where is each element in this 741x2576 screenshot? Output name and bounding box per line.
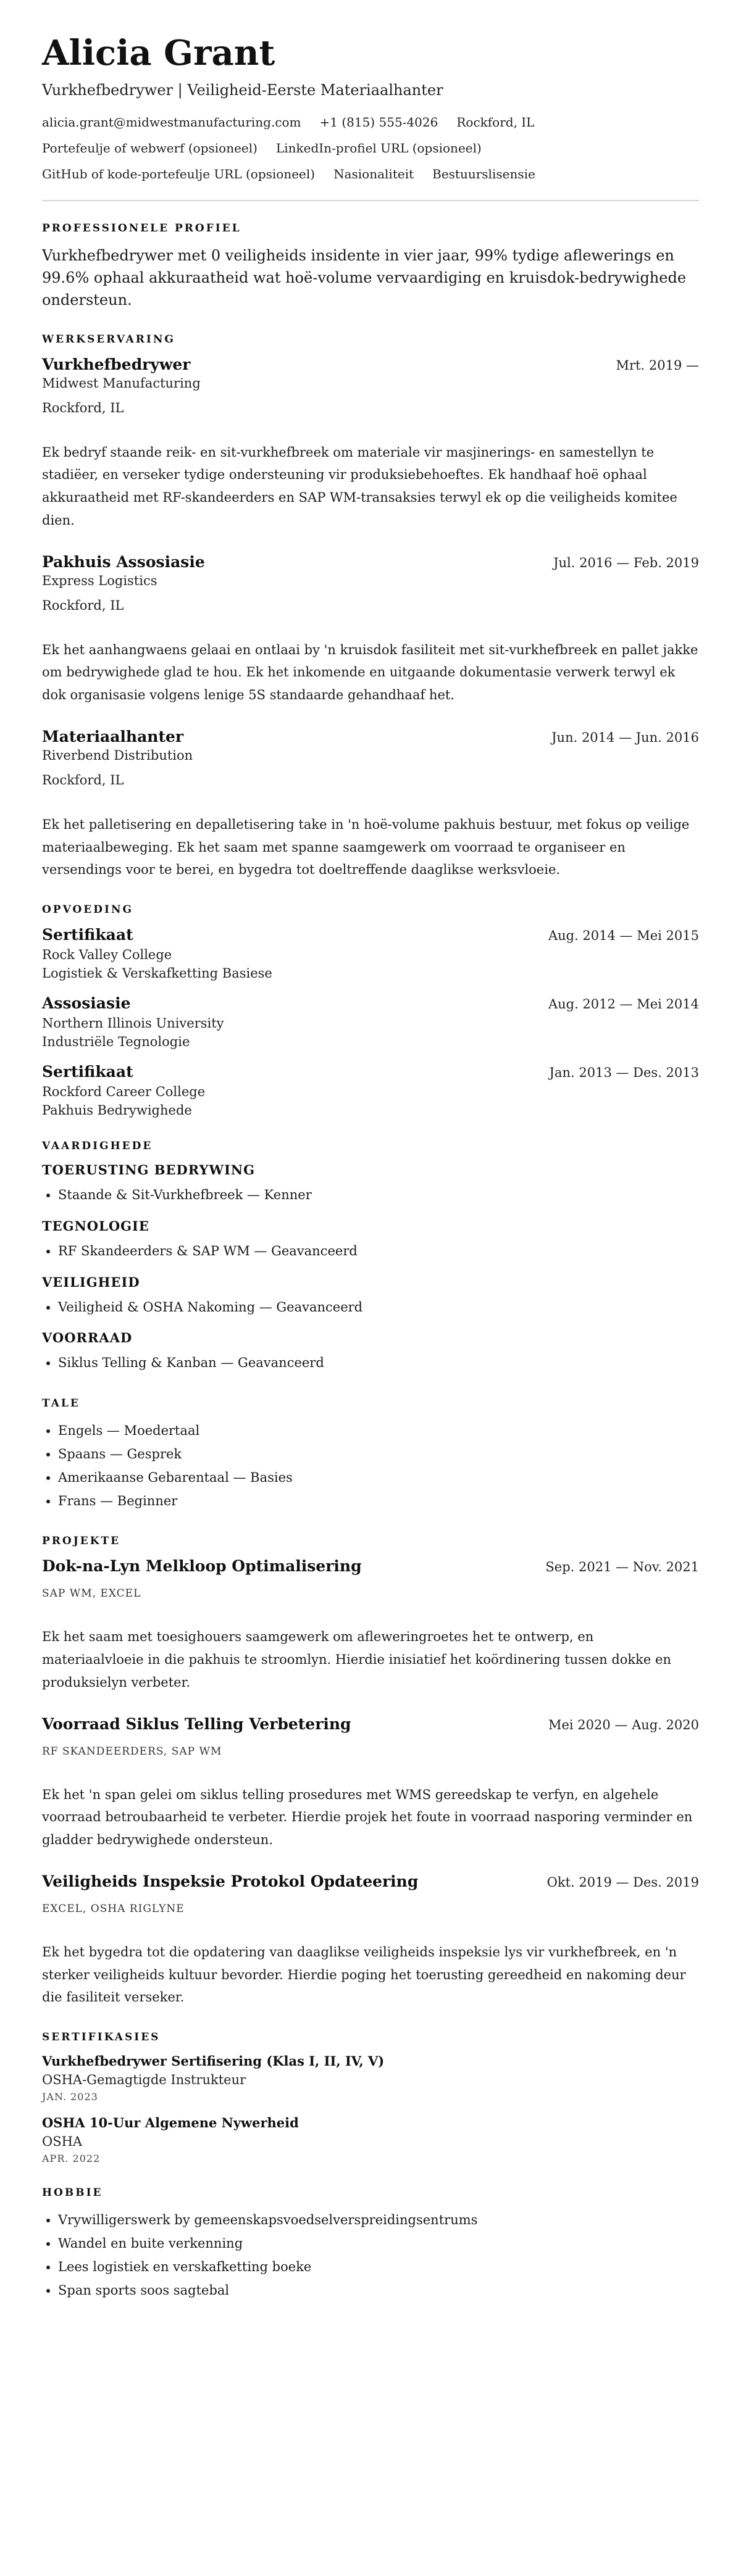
education-dates: Aug. 2014 — Mei 2015 bbox=[548, 928, 699, 944]
certification-date: JAN. 2023 bbox=[42, 2091, 98, 2103]
job-description: Ek het aanhangwaens gelaai en ontlaai by 'n kruisdok fasiliteit met sit-vurkhefbreek en pallet jakke om bedrywighede glad te hou. Ek het inkomende en uitgaande dokumentasie verwerk terwyl ek dok organisasie volgens lenige 5S standaarde gehandhaaf het. bbox=[42, 642, 698, 703]
job-dates: Jun. 2014 — Jun. 2016 bbox=[551, 729, 699, 745]
job-company: Midwest Manufacturing bbox=[42, 375, 201, 391]
certification-name: OSHA 10-Uur Algemene Nywerheid bbox=[42, 2115, 299, 2131]
profile-section bbox=[42, 222, 699, 311]
profile-summary: Vurkhefbedrywer met 0 veiligheids insidente in vier jaar, 99% tydige aflewerings en 99.6% ophaal akkuraatheid wat hoë-volume vervaardiging en kruisdok-bedrywighede ondersteun. bbox=[42, 246, 687, 309]
school-name: Rock Valley College bbox=[42, 947, 172, 963]
certification-issuer: OSHA bbox=[42, 2134, 83, 2150]
degree-title: Sertifikaat bbox=[42, 1063, 133, 1081]
job-location: Rockford, IL bbox=[42, 597, 124, 613]
skills-section bbox=[42, 1140, 699, 1375]
experience-entry bbox=[42, 553, 699, 707]
language-item: • Amerikaanse Gebarentaal — Basies bbox=[58, 1466, 699, 1490]
job-dates: Mrt. 2019 — bbox=[616, 357, 699, 373]
language-item: • Engels — Moedertaal bbox=[58, 1419, 699, 1443]
certification-name: Vurkhefbedrywer Sertifisering (Klas I, II, IV, V) bbox=[42, 2053, 385, 2069]
school-name: Rockford Career College bbox=[42, 1084, 206, 1100]
certification-entry bbox=[42, 2115, 699, 2164]
project-description: Ek het bygedra tot die opdatering van daaglikse veiligheids inspeksie lys vir vurkhefbreek, en 'n sterker veiligheids kultuur bevorder. Hierdie poging het toerusting gereedheid en nakoming deur die fasiliteit verseker. bbox=[42, 1944, 686, 2005]
experience-entry bbox=[42, 728, 699, 881]
section-title: TALE bbox=[42, 1397, 80, 1410]
section-title: HOBBIE bbox=[42, 2187, 103, 2200]
entry-head bbox=[42, 1715, 699, 1733]
project-tech: SAP WM, EXCEL bbox=[42, 1587, 141, 1600]
study-field: Pakhuis Bedrywighede bbox=[42, 1103, 192, 1118]
skill-list bbox=[42, 1184, 699, 1207]
education-entry bbox=[42, 994, 699, 1049]
project-description: Ek het 'n span gelei om siklus telling prosedures met WMS gereedskap te verfyn, en algehele voorraad betroubaarheid te verbeter. Hierdie projek het foute in voorraad nasporing verminder en gladder bedrywighede ondersteun. bbox=[42, 1787, 693, 1848]
education-entry bbox=[42, 1063, 699, 1118]
entry-head bbox=[42, 994, 699, 1012]
hobbies-section bbox=[42, 2187, 699, 2302]
contact-linkedin[interactable]: LinkedIn-profiel URL (opsioneel) bbox=[275, 140, 482, 156]
contact-phone[interactable]: +1 (815) 555-4026 bbox=[319, 114, 438, 130]
project-name: Voorraad Siklus Telling Verbetering bbox=[42, 1714, 351, 1733]
candidate-name: Alicia Grant bbox=[42, 33, 275, 73]
contact-github[interactable]: GitHub of kode-portefeulje URL (opsioneel) bbox=[42, 166, 316, 181]
section-title: OPVOEDING bbox=[42, 904, 134, 916]
study-field: Logistiek & Verskafketting Basiese bbox=[42, 966, 272, 981]
certifications-section bbox=[42, 2031, 699, 2164]
language-item: • Frans — Beginner bbox=[58, 1490, 699, 1513]
entry-head bbox=[42, 553, 699, 571]
contact-nationality: Nasionaliteit bbox=[333, 166, 414, 181]
skill-list bbox=[42, 1296, 699, 1319]
school-name: Northern Illinois University bbox=[42, 1016, 224, 1031]
entry-head bbox=[42, 728, 699, 746]
skill-group-title: VEILIGHEID bbox=[42, 1274, 140, 1290]
project-dates: Sep. 2021 — Nov. 2021 bbox=[545, 1560, 699, 1575]
hobby-list bbox=[42, 2209, 699, 2302]
languages-section bbox=[42, 1397, 699, 1513]
section-title: WERKSERVARING bbox=[42, 333, 175, 346]
job-title: Materiaalhanter bbox=[42, 727, 184, 746]
degree-title: Sertifikaat bbox=[42, 926, 133, 944]
skill-item: • Siklus Telling & Kanban — Geavanceerd bbox=[58, 1352, 699, 1375]
certification-issuer: OSHA-Gemagtigde Instrukteur bbox=[42, 2072, 246, 2088]
resume-header bbox=[42, 35, 699, 181]
skill-group bbox=[42, 1162, 699, 1207]
job-title: Vurkhefbedrywer bbox=[42, 355, 191, 373]
contact-row-primary bbox=[42, 115, 699, 130]
certification-entry bbox=[42, 2053, 699, 2103]
education-dates: Aug. 2012 — Mei 2014 bbox=[548, 997, 699, 1012]
degree-title: Assosiasie bbox=[42, 994, 131, 1013]
job-location: Rockford, IL bbox=[42, 772, 124, 787]
entry-head bbox=[42, 926, 699, 944]
project-entry bbox=[42, 1557, 699, 1693]
section-title: VAARDIGHEDE bbox=[42, 1140, 153, 1153]
entry-head bbox=[42, 355, 699, 373]
skill-group-title: TOERUSTING BEDRYWING bbox=[42, 1162, 256, 1178]
project-entry bbox=[42, 1715, 699, 1851]
project-dates: Mei 2020 — Aug. 2020 bbox=[548, 1717, 699, 1732]
education-section bbox=[42, 904, 699, 1118]
job-location: Rockford, IL bbox=[42, 400, 124, 415]
education-dates: Jan. 2013 — Des. 2013 bbox=[549, 1065, 699, 1081]
project-name: Dok-na-Lyn Melkloop Optimalisering bbox=[42, 1557, 362, 1576]
contact-row-links bbox=[42, 141, 699, 156]
job-description: Ek bedryf staande reik- en sit-vurkhefbreek om materiale vir masjinerings- en samestellyn te stadiëer, en verseker tydige ondersteuning vir produksiebehoeftes. Ek handhaaf hoë ophaal akkuraatheid met RF-skandeerders en SAP WM-transaksies terwyl ek op die veiligheids komitee dien. bbox=[42, 444, 677, 528]
candidate-headline: Vurkhefbedrywer | Veiligheid-Eerste Materiaalhanter bbox=[42, 81, 443, 99]
header-divider bbox=[42, 200, 699, 201]
section-title: PROFESSIONELE PROFIEL bbox=[42, 222, 241, 235]
section-title: SERTIFIKASIES bbox=[42, 2031, 161, 2044]
project-dates: Okt. 2019 — Des. 2019 bbox=[546, 1874, 699, 1890]
job-description: Ek het palletisering en depalletisering take in 'n hoë-volume pakhuis bestuur, met fokus op veilige materiaalbeweging. Ek het saam met spanne saamgewerk om voorraad te organiseer en versendings voor te berei, en bygedra tot doeltreffende daaglikse werksvloeie. bbox=[42, 816, 690, 878]
job-title: Pakhuis Assosiasie bbox=[42, 552, 205, 571]
project-tech: RF SKANDEERDERS, SAP WM bbox=[42, 1745, 222, 1758]
project-description: Ek het saam met toesighouers saamgewerk om afleweringroetes het te ontwerp, en materiaalvloeie in die pakhuis te stroomlyn. Hierdie inisiatief het koördinering tussen dokke en produksielyn verbeter. bbox=[42, 1629, 671, 1690]
projects-section bbox=[42, 1535, 699, 2009]
job-company: Riverbend Distribution bbox=[42, 747, 193, 763]
contact-location: Rockford, IL bbox=[456, 114, 535, 130]
skill-item: • Staande & Sit-Vurkhefbreek — Kenner bbox=[58, 1184, 699, 1207]
skill-item: • RF Skandeerders & SAP WM — Geavanceerd bbox=[58, 1240, 699, 1263]
hobby-item: • Span sports soos sagtebal bbox=[58, 2279, 699, 2303]
contact-portfolio[interactable]: Portefeulje of webwerf (opsioneel) bbox=[42, 140, 257, 156]
entry-head bbox=[42, 1063, 699, 1081]
skill-group bbox=[42, 1274, 699, 1319]
contact-license: Bestuurslisensie bbox=[432, 166, 535, 181]
skill-group-title: TEGNOLOGIE bbox=[42, 1218, 149, 1234]
skill-list bbox=[42, 1352, 699, 1375]
language-item: • Spaans — Gesprek bbox=[58, 1443, 699, 1466]
skill-item: • Veiligheid & OSHA Nakoming — Geavanceerd bbox=[58, 1296, 699, 1319]
skill-group bbox=[42, 1218, 699, 1263]
entry-head bbox=[42, 1557, 699, 1575]
project-tech: EXCEL, OSHA RIGLYNE bbox=[42, 1902, 185, 1915]
skill-group bbox=[42, 1330, 699, 1375]
hobby-item: • Lees logistiek en verskafketting boeke bbox=[58, 2256, 699, 2279]
language-list bbox=[42, 1419, 699, 1513]
certification-date: APR. 2022 bbox=[42, 2153, 101, 2165]
project-entry bbox=[42, 1872, 699, 2009]
study-field: Industriële Tegnologie bbox=[42, 1034, 190, 1050]
experience-section bbox=[42, 333, 699, 882]
section-title: PROJEKTE bbox=[42, 1535, 121, 1548]
contact-email[interactable]: alicia.grant@midwestmanufacturing.com bbox=[42, 114, 301, 130]
experience-entry bbox=[42, 355, 699, 532]
hobby-item: • Vrywilligerswerk by gemeenskapsvoedselverspreidingsentrums bbox=[58, 2209, 699, 2232]
project-name: Veiligheids Inspeksie Protokol Opdateering bbox=[42, 1872, 419, 1890]
job-dates: Jul. 2016 — Feb. 2019 bbox=[553, 555, 699, 570]
job-company: Express Logistics bbox=[42, 573, 157, 588]
skill-list bbox=[42, 1240, 699, 1263]
contact-row-extra bbox=[42, 167, 699, 181]
entry-head bbox=[42, 1872, 699, 1890]
skill-group-title: VOORRAAD bbox=[42, 1330, 133, 1346]
hobby-item: • Wandel en buite verkenning bbox=[58, 2232, 699, 2256]
education-entry bbox=[42, 926, 699, 981]
